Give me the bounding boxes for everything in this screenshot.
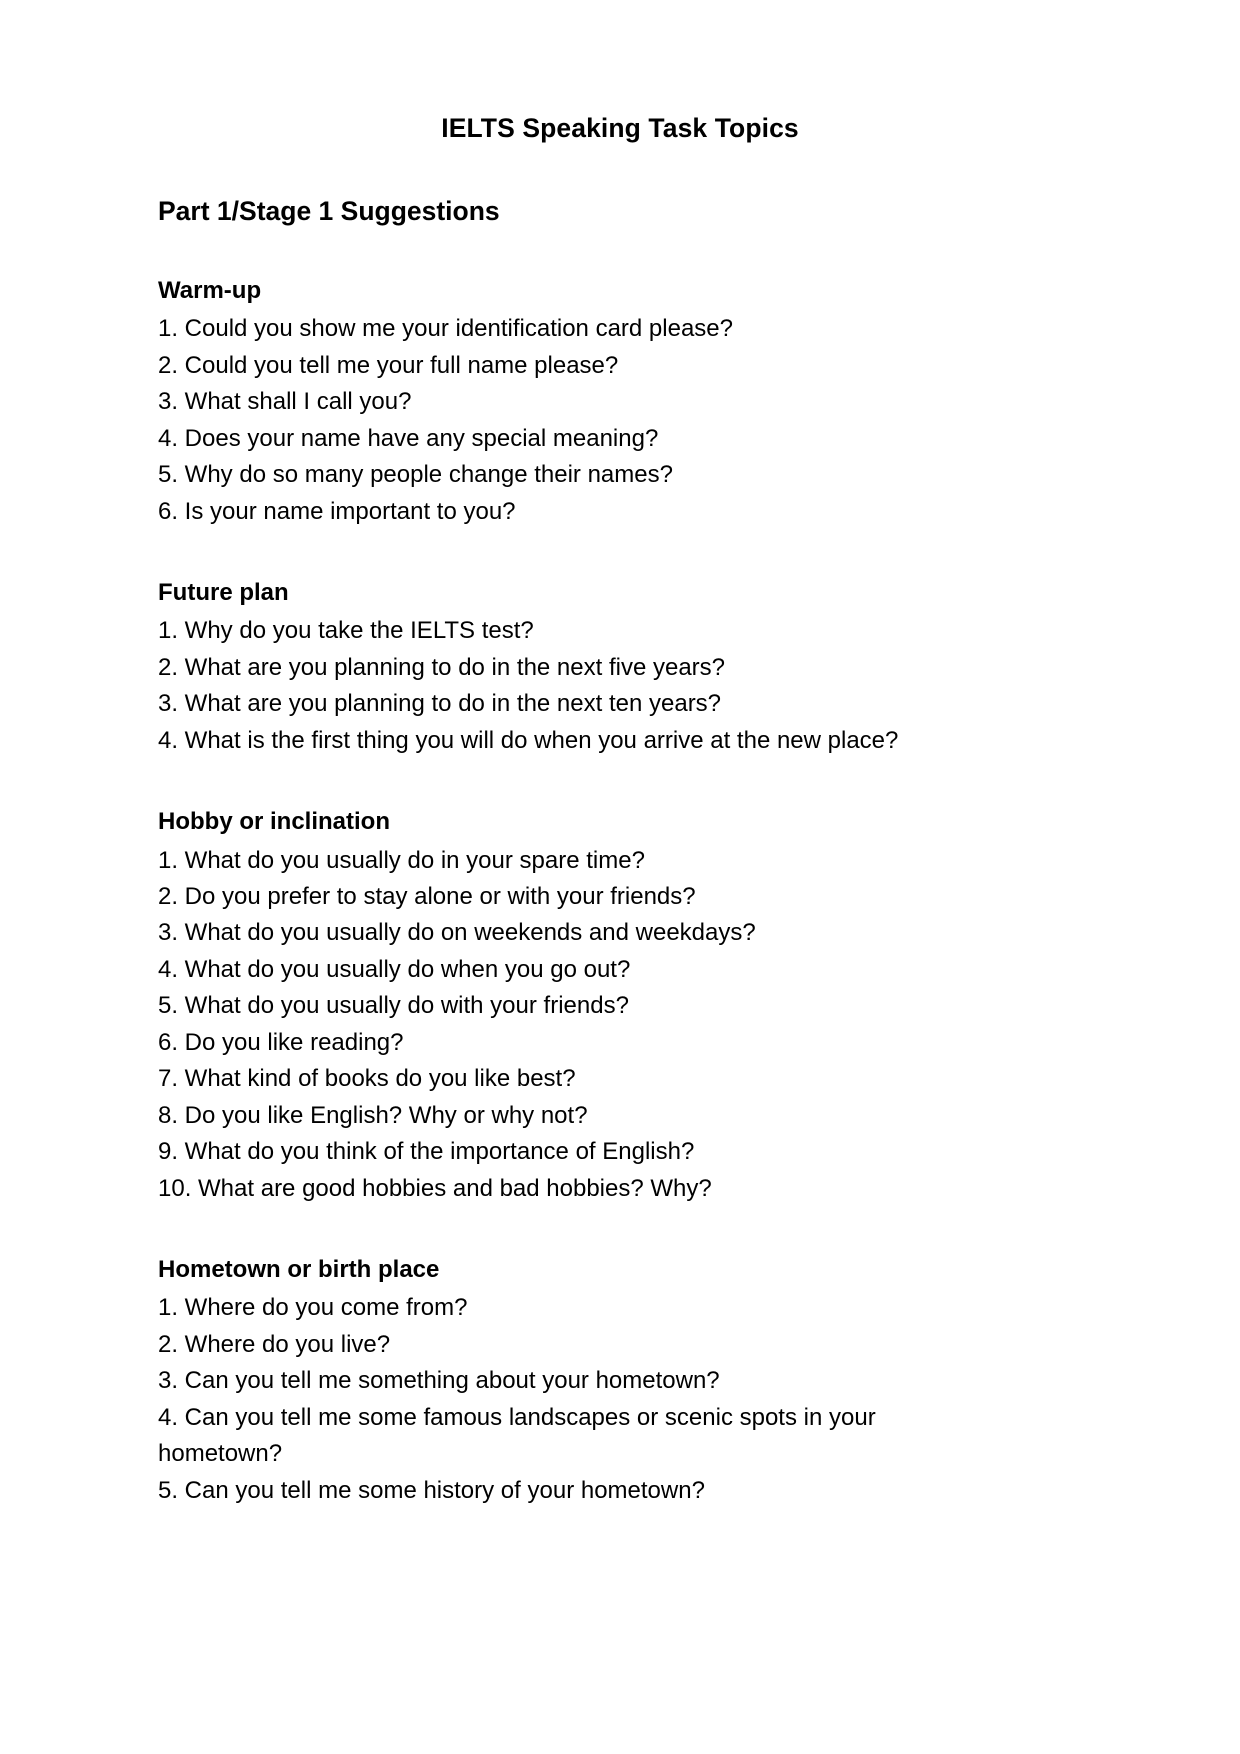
list-item: 4. Can you tell me some famous landscapes or scenic spots in your hometown? [158, 1403, 876, 1468]
list-item: 9. What do you think of the importance of English? [158, 1138, 695, 1166]
list-item: 3. What shall I call you? [158, 388, 412, 416]
question-list-hobby-or-inclination [158, 843, 1120, 1208]
list-item: 4. Does your name have any special meaning? [158, 424, 659, 452]
list-item: 5. What do you usually do with your friends? [158, 992, 629, 1020]
list-item: 2. What are you planning to do in the next five years? [158, 653, 726, 681]
section-hobby-or-inclination [158, 803, 1120, 1207]
list-item: 5. Can you tell me some history of your hometown? [158, 1476, 705, 1504]
section-hometown-or-birth-place [158, 1251, 1120, 1509]
list-item: 4. What do you usually do when you go out? [158, 955, 631, 983]
list-item: 5. Why do so many people change their names? [158, 461, 673, 489]
section-future-plan [158, 574, 1120, 759]
list-item: 2. Do you prefer to stay alone or with your friends? [158, 882, 696, 910]
question-list-warm-up [158, 311, 1120, 530]
section-heading-hobby-or-inclination: Hobby or inclination [158, 808, 390, 836]
list-item: 2. Could you tell me your full name please? [158, 351, 619, 379]
section-warm-up [158, 272, 1120, 530]
list-item: 3. Can you tell me something about your hometown? [158, 1367, 720, 1395]
list-item: 10. What are good hobbies and bad hobbies? Why? [158, 1174, 712, 1202]
section-heading-future-plan: Future plan [158, 579, 289, 607]
list-item: 1. Where do you come from? [158, 1294, 468, 1322]
section-heading-hometown-or-birth-place: Hometown or birth place [158, 1256, 440, 1284]
list-item: 7. What kind of books do you like best? [158, 1065, 576, 1093]
list-item: 4. What is the first thing you will do when you arrive at the new place? [158, 726, 899, 754]
page-title: IELTS Speaking Task Topics [441, 113, 799, 143]
list-item: 1. Could you show me your identification card please? [158, 315, 733, 343]
section-heading-warm-up: Warm-up [158, 277, 262, 305]
part-heading: Part 1/Stage 1 Suggestions [158, 196, 500, 227]
list-item: 3. What do you usually do on weekends and weekdays? [158, 919, 756, 947]
list-item: 6. Is your name important to you? [158, 497, 516, 525]
list-item: 8. Do you like English? Why or why not? [158, 1101, 588, 1129]
list-item: 2. Where do you live? [158, 1330, 391, 1358]
list-item: 3. What are you planning to do in the next ten years? [158, 690, 722, 718]
list-item: 6. Do you like reading? [158, 1028, 404, 1056]
list-item: 1. Why do you take the IELTS test? [158, 617, 534, 645]
list-item: 1. What do you usually do in your spare time? [158, 846, 645, 874]
question-list-hometown-or-birth-place [158, 1290, 1120, 1509]
question-list-future-plan [158, 613, 1120, 759]
